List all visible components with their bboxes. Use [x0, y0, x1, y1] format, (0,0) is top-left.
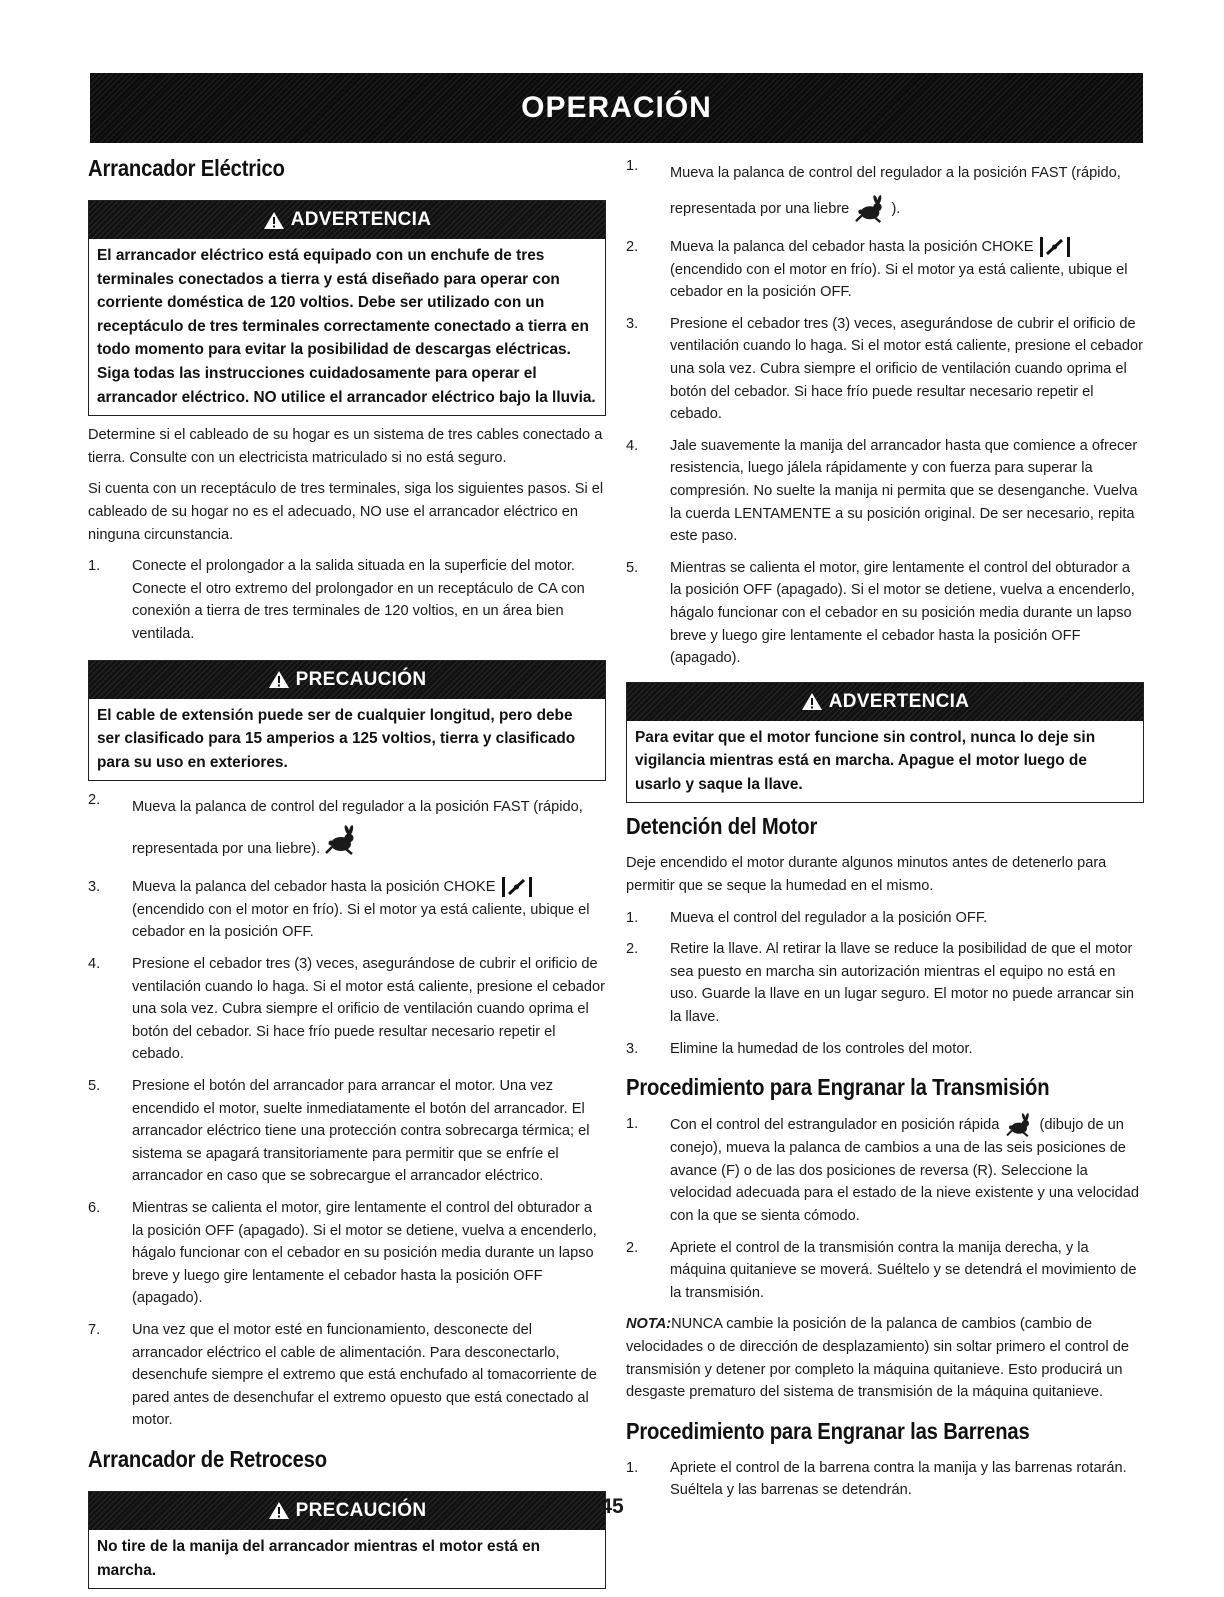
list-item — [626, 1237, 1144, 1305]
list-item — [626, 1113, 1144, 1227]
rabbit-fast-icon — [324, 825, 358, 855]
page-title: OPERACIÓN — [521, 91, 712, 124]
left-column — [88, 155, 606, 1597]
step-number: 5. — [88, 1078, 101, 1095]
caution-box-extension-cord — [88, 660, 606, 782]
warning-box-unattended — [626, 682, 1144, 804]
warning-triangle-icon — [263, 211, 285, 230]
step-text: Apriete el control de la barrena contra la manija y las barrenas rotarán. Suéltela y las barrenas se detendrán. — [670, 1459, 1127, 1499]
step-text: Presione el cebador tres (3) veces, asegurándose de cubrir el orificio de ventilación cuando lo haga. Si el motor está caliente, presione el cebador una sola vez. Cubra siempre el orificio de ventilación cuando oprima el botón del cebador. Si hace frío puede resultar necesario repetir el cebado. — [670, 315, 1143, 423]
step-text: Mueva la palanca de control del regulador a la posición FAST (rápido, — [132, 799, 583, 816]
caution-label: PRECAUCIÓN — [295, 1499, 427, 1521]
caution-text: El cable de extensión puede ser de cualquier longitud, pero debe ser clasificado para 15 amperios a 125 voltios, tierra y clasificado para su uso en exteriores. — [97, 706, 576, 771]
section-banner — [90, 73, 1143, 143]
warning-box-header — [627, 683, 1143, 721]
note-text: NUNCA cambie la posición de la palanca de cambios (cambio de velocidades o de dirección de desplazamiento) sin soltar primero el control de transmisión y detener por completo la máquina quitanieve. Esto producirá un desgaste prematuro del sistema de transmisión de la máquina quitanieve. — [626, 1316, 1129, 1401]
step-text: ). — [891, 201, 901, 217]
heading-electric-starter: Arrancador Eléctrico — [88, 155, 285, 181]
list-item — [626, 313, 1144, 426]
warning-label: ADVERTENCIA — [290, 209, 432, 230]
step-number: 3. — [626, 315, 639, 332]
warning-triangle-icon — [801, 692, 823, 711]
step-text: Una vez que el motor esté en funcionamiento, desconecte del arrancador eléctrico el cable de alimentación. Para desconectarlo, desenchufe siempre el extremo que está enchufado al tomacorriente de pared antes de desenchufar el extremo opuesto que está conectado al motor. — [132, 1321, 597, 1429]
step-number: 5. — [626, 559, 639, 576]
step-text: Presione el botón del arrancador para arrancar el motor. Una vez encendido el motor, suelte inmediatamente el botón del arrancador. El arrancador eléctrico tiene una protección contra sobrecarga térmica; el sistema se apagará transitoriamente para permitir que se enfríe el arrancador en caso que se sobrecargue el arrancador eléctrico. — [132, 1078, 590, 1185]
step-number: 4. — [626, 437, 639, 454]
note-paragraph — [626, 1313, 1144, 1403]
step-number: 3. — [88, 879, 101, 896]
step-text: Mueva la palanca del cebador hasta la posición CHOKE — [132, 879, 496, 896]
step-text: (encendido con el motor en frío). Si el motor ya está caliente, ubique el cebador en la posición OFF. — [132, 901, 590, 941]
step-number: 1. — [626, 909, 639, 926]
list-item — [88, 555, 606, 645]
warning-text: El arrancador eléctrico está equipado con un enchufe de tres terminales conectados a tierra y está diseñado para operar con corriente doméstica de 120 voltios. Debe ser utilizado con un receptáculo de tres terminales correctamente conectado a tierra en todo momento para evitar la posibilidad de descargas eléctricas. Siga todas las instrucciones cuidadosamente para operar el arrancador eléctrico. NO utilice el arrancador eléctrico bajo la lluvia. — [97, 247, 596, 406]
warning-label: ADVERTENCIA — [828, 690, 970, 712]
step-text: Mientras se calienta el motor, gire lentamente el control del obturador a la posición OFF (apagado). Si el motor se detiene, vuelva a encenderlo, hágalo funcionar con el cebador en su posición media durante un lapso breve y luego gire lentamente el cebador hasta la posición OFF (apagado). — [132, 1200, 597, 1307]
heading-engage-transmission: Procedimiento para Engranar la Transmisión — [626, 1074, 1050, 1101]
list-item — [626, 938, 1144, 1028]
step-number: 1. — [626, 1459, 639, 1476]
page-number: 45 — [600, 1495, 624, 1518]
step-text: Retire la llave. Al retirar la llave se reduce la posibilidad de que el motor sea puesto en marcha sin autorización mientras el equipo no está en uso. Guarde la llave en un lugar seguro. El motor no puede arrancar sin la llave. — [670, 941, 1135, 1026]
step-text: representada por una liebre). — [132, 841, 321, 858]
caution-label: PRECAUCIÓN — [295, 668, 427, 690]
list-item — [626, 435, 1144, 548]
step-number: 1. — [88, 558, 101, 575]
step-number: 2. — [626, 941, 639, 958]
step-number: 4. — [88, 956, 101, 973]
step-number: 2. — [88, 792, 101, 809]
warning-triangle-icon — [268, 670, 290, 689]
list-item — [626, 236, 1144, 304]
paragraph-receptacle: Si cuenta con un receptáculo de tres terminales, siga los siguientes pasos. Si el cableado de su hogar no es el adecuado, NO use el arrancador eléctrico en ninguna circunstancia. — [88, 481, 604, 543]
heading-engage-augers: Procedimiento para Engranar las Barrenas — [626, 1417, 1030, 1444]
step-number: 1. — [626, 158, 639, 174]
step-text: Con el control del estrangulador en posición rápida — [670, 1117, 1000, 1134]
step-text: Presione el cebador tres (3) veces, asegurándose de cubrir el orificio de ventilación cuando lo haga. Si el motor está caliente, presione el cebador una sola vez. Cubra siempre el orificio de ventilación cuando oprima el botón del cebador. Si hace frío puede resultar necesario repetir el cebado. — [132, 956, 605, 1063]
step-text: Apriete el control de la transmisión contra la manija derecha, y la máquina quitanieve se moverá. Suéltelo y se detendrá el movimiento de la transmisión. — [670, 1239, 1137, 1301]
caution-text: No tire de la manija del arrancador mientras el motor está en marcha. — [97, 1537, 541, 1579]
paragraph-wiring-check: Determine si el cableado de su hogar es un sistema de tres cables conectado a tierra. Consulte con un electricista matriculado si no está seguro. — [88, 427, 603, 466]
note-label: NOTA: — [626, 1316, 672, 1333]
choke-icon — [1038, 236, 1072, 258]
list-item — [88, 876, 606, 944]
choke-icon — [500, 876, 534, 898]
heading-stopping-engine: Detención del Motor — [626, 813, 818, 840]
step-number: 3. — [626, 1040, 639, 1057]
step-text: Mueva la palanca de control del regulador a la posición FAST (rápido, — [670, 165, 1121, 181]
right-column — [626, 155, 1144, 1511]
warning-box-electric — [88, 200, 606, 416]
list-item — [88, 1197, 606, 1310]
warning-box-header — [89, 201, 605, 239]
paragraph-stopping-intro: Deje encendido el motor durante algunos minutos antes de detenerlo para permitir que se seque la humedad en el mismo. — [626, 855, 1107, 895]
list-item — [626, 557, 1144, 670]
step-text: Mueva la palanca del cebador hasta la posición CHOKE — [670, 239, 1034, 255]
step-number: 2. — [626, 1239, 639, 1256]
warning-text: Para evitar que el motor funcione sin control, nunca lo deje sin vigilancia mientras está en marcha. Apague el motor luego de usarlo y saque la llave. — [635, 728, 1096, 793]
rabbit-fast-icon — [853, 195, 887, 223]
list-item — [626, 907, 1144, 930]
step-number: 1. — [626, 1116, 639, 1133]
step-number: 7. — [88, 1321, 101, 1338]
list-item — [88, 1319, 606, 1432]
step-text: (encendido con el motor en frío). Si el motor ya está caliente, ubique el cebador en la posición OFF. — [670, 261, 1128, 301]
step-text: representada por una liebre — [670, 201, 850, 217]
step-number: 2. — [626, 239, 639, 255]
rabbit-fast-icon — [1003, 1113, 1035, 1137]
list-item — [88, 953, 606, 1066]
heading-recoil-starter: Arrancador de Retroceso — [88, 1445, 327, 1472]
list-item — [88, 1075, 606, 1188]
list-item — [626, 1038, 1144, 1061]
caution-box-header — [89, 661, 605, 699]
step-number: 6. — [88, 1200, 101, 1216]
step-text: (dibujo de un conejo), mueva la palanca de cambios a una de las seis posiciones de avance (F) o de las dos posiciones de reversa (R). Seleccione la velocidad adecuada para el estado de la nieve existente y una velocidad con la que se sienta cómodo. — [670, 1117, 1139, 1224]
step-text: Mueva el control del regulador a la posición OFF. — [670, 909, 988, 926]
step-text: Elimine la humedad de los controles del motor. — [670, 1040, 973, 1057]
step-text: Jale suavemente la manija del arrancador hasta que comience a ofrecer resistencia, luego jálela rápidamente y con fuerza para superar la compresión. No suelte la manija ni permita que se desenganche. Vuelva la cuerda LENTAMENTE a su posición original. De ser necesario, repita este paso. — [670, 437, 1138, 545]
step-text: Mientras se calienta el motor, gire lentamente el control del obturador a la posición OFF (apagado). Si el motor se detiene, vuelva a encenderlo, hágalo funcionar con el cebador en su posición media durante un lapso breve y luego gire lentamente el cebador hasta la posición OFF (apagado). — [670, 559, 1135, 667]
list-item — [88, 789, 606, 867]
step-text: Conecte el prolongador a la salida situada en la superficie del motor. Conecte el otro extremo del prolongador en un receptáculo de CA con conexión a tierra de tres terminales de 120 voltios, en un área bien ventilada. — [132, 558, 585, 642]
list-item — [626, 155, 1144, 227]
